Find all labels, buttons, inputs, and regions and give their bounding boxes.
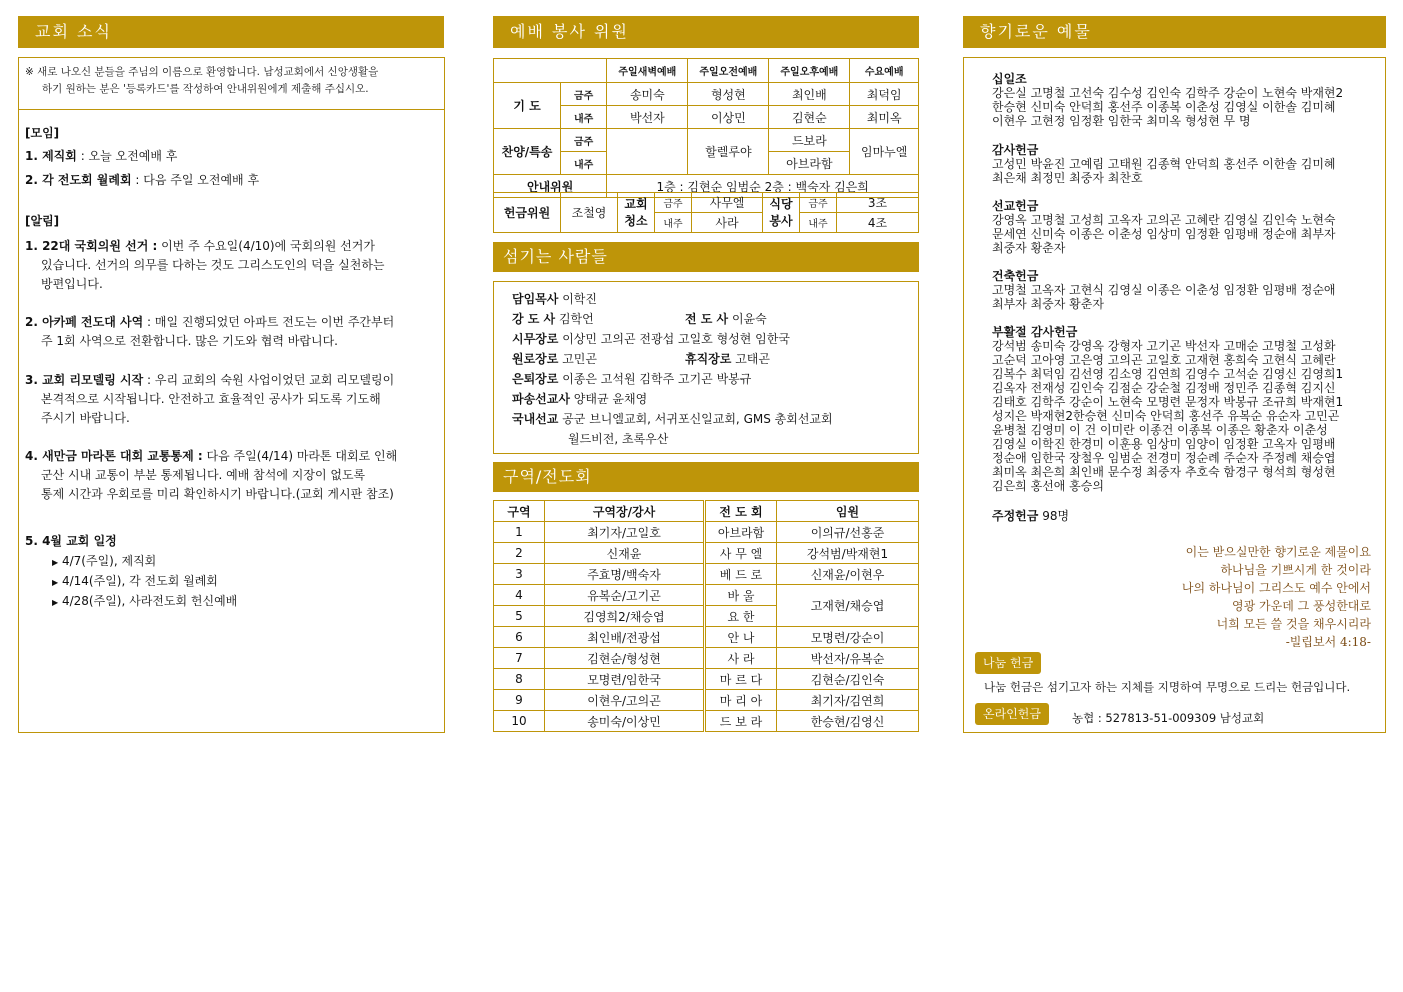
offering-table	[493, 192, 919, 233]
this-week-label: 금주	[561, 129, 607, 152]
col-dawn: 주일새벽예배	[607, 59, 688, 83]
praise-label: 찬양/특송	[494, 129, 561, 175]
meal-cell: 4조	[837, 213, 919, 233]
notice-item-1: 1. 22대 국회의원 선거 : 이번 주 수요일(4/10)에 국회의원 선거가 있습니다. 선거의 의무를 다하는 것도 그리스도인의 덕을 실천하는 방편입니다.	[25, 239, 385, 291]
scripture-verse: 이는 받으실만한 향기로운 제물이요 하나님을 기쁘시게 한 것이라 나의 하나님이 그리스도 예수 안에서 영광 가운데 그 풍성한대로 너희 모든 쓸 것을 채우시리라 -빌립보서 4:18-	[1181, 545, 1371, 649]
table-row: 7 김현순/형성현 사 라 박선자/유복순	[494, 648, 919, 669]
bullet-icon: ▶	[52, 598, 59, 607]
district-col-header: 구역장/강사	[545, 501, 705, 522]
usher-label: 안내위원	[494, 175, 607, 198]
district-col-header: 임원	[777, 501, 919, 522]
meeting-item-2: 2. 각 전도회 월례회 : 다음 주일 오전예배 후	[25, 173, 260, 187]
notice-item-4: 4. 새만금 마라톤 대회 교통통제 : 다음 주일(4/14) 마라톤 대회로 인해 군산 시내 교통이 부분 통제됩니다. 예배 참석에 지장이 없도록 통제 시간과 우회로를 미리 확인하시기 바랍니다.(교회 게시판 참조)	[25, 449, 398, 501]
meal-cell: 3조	[837, 193, 919, 213]
table-row: 5 김영희2/채승엽 요 한	[494, 606, 919, 627]
gift-group: 선교헌금 강영옥 고명철 고성희 고옥자 고의곤 고혜란 김영실 김인숙 노현숙 문세연 신미숙 이종은 이춘성 임상미 임정환 임평배 정순애 최부자 최중자 황춘자	[992, 199, 1336, 255]
district-col-header: 전 도 회	[705, 501, 777, 522]
prayer-cell: 이상민	[688, 106, 769, 129]
praise-cell: 드보라	[769, 129, 850, 152]
bullet-icon: ▶	[52, 558, 59, 567]
col-afternoon: 주일오후예배	[769, 59, 850, 83]
district-table	[493, 500, 919, 732]
sharing-offering-tag: 나눔 헌금	[975, 652, 1041, 674]
leader-row: 국내선교 공군 브니엘교회, 서귀포신일교회, GMS 총회선교회	[512, 412, 833, 426]
col-morning: 주일오전예배	[688, 59, 769, 83]
worship-servers-header: 예배 봉사 위원	[493, 16, 919, 48]
usher-value: 1층 : 김현순 임범순 2층 : 백숙자 김은희	[607, 175, 919, 198]
schedule-item: ▶ 4/14(주일), 각 전도회 월례회	[52, 574, 218, 588]
table-row: 6 최인배/전광섭 안 나 모명련/강순이	[494, 627, 919, 648]
offerings-header: 향기로운 예물	[963, 16, 1386, 48]
gift-group: 십일조 강은실 고명철 고선숙 김수성 김인숙 김학주 강순이 노현숙 박재현2 한승현 신미숙 안덕희 홍선주 이종복 이춘성 김영실 이한솔 김미혜 이현우 고현정 임정환 임한국 최미옥 형성현 무 명	[992, 72, 1344, 128]
online-offering-account: 농협 : 527813-51-009309 남성교회	[1072, 711, 1265, 725]
notice-item-3: 3. 교회 리모델링 시작 : 우리 교회의 숙원 사업이었던 교회 리모델링이 본격적으로 시작됩니다. 안전하고 효율적인 공사가 되도록 기도해 주시기 바랍니다.	[25, 373, 395, 425]
table-row: 9 이현우/고의곤 마 리 아 최기자/김연희	[494, 690, 919, 711]
table-row: 3 주효명/백숙자 베 드 로 신재윤/이현우	[494, 564, 919, 585]
prayer-cell: 박선자	[607, 106, 688, 129]
leader-row: 전 도 사 이윤숙	[685, 312, 767, 326]
prayer-label: 기 도	[494, 83, 561, 129]
cleaning-cell: 사라	[692, 213, 763, 233]
prayer-cell: 최덕임	[850, 83, 919, 106]
gift-group: 부활절 감사헌금 강석범 송미숙 강영옥 강형자 고기곤 박선자 고매순 고명철 고성화 고순덕 고아영 고은영 고의곤 고일호 고재현 홍희숙 고현식 고혜란 김복수 최덕임 김선영 김소영 김연희 김영수 고석순 김영신 김영희1 김옥자 전재성 김인숙 김점순 강순철 김정배 정민주 김종혁 김지신 김태호 김학주 강순이 노현숙 모명련 문정자 박봉규 조규희 박재현1 성지은 박재현2한승현 신미숙 안덕희 홍선주 유복순 유순자 고민곤 윤병철 김영미 이 건 이미란 이종건 이종복 이종은 황춘자 이춘성 김영실 이학진 한경미 이훈용 임상미 임양이 임정환 고옥자 임평배 정순애 임한국 장철우 임범순 전경미 정순례 주순자 주정례 채승엽 최미옥 최은희 최인배 문수정 최중자 추호숙 함경구 형석희 형성현 김은희 홍선애 홍승의	[992, 325, 1344, 493]
prayer-cell: 형성현	[688, 83, 769, 106]
meal-label: 식당 봉사	[763, 193, 800, 233]
next-week-label: 내주	[561, 152, 607, 175]
praise-cell: 할렐루야	[688, 129, 769, 175]
online-offering-tag: 온라인헌금	[975, 703, 1049, 725]
meeting-title: [모임]	[25, 126, 60, 140]
table-row: 10 송미숙/이상민 드 보 라 한승현/김영신	[494, 711, 919, 732]
leader-row: 시무장로 이상민 고의곤 전광섭 고일호 형성현 임한국	[512, 332, 790, 346]
worship-service-table	[493, 58, 919, 198]
notice-title: [알림]	[25, 214, 60, 228]
leader-row: 은퇴장로 이종은 고석원 김학주 고기곤 박봉규	[512, 372, 752, 386]
district-header: 구역/전도회	[493, 462, 919, 492]
table-row: 8 모명련/임한국 마 르 다 김현순/김인숙	[494, 669, 919, 690]
sharing-offering-text: 나눔 헌금은 섬기고자 하는 지체를 지명하여 무명으로 드리는 헌금입니다.	[984, 680, 1351, 694]
praise-cell: 아브라함	[769, 152, 850, 175]
welcome-line-2: 하기 원하는 분은 '등록카드'를 작성하여 안내위원에게 제출해 주십시오.	[42, 83, 369, 95]
table-row: 1 최기자/고일호 아브라함 이의규/선홍준	[494, 522, 919, 543]
leader-row: 원로장로 고민곤	[512, 352, 597, 366]
gift-group: 건축헌금 고명철 고옥자 고현식 김영실 이종은 이춘성 임정환 임평배 정순애 최부자 최중자 황춘자	[992, 269, 1336, 311]
prayer-cell: 최미옥	[850, 106, 919, 129]
schedule-item: ▶ 4/7(주일), 제직회	[52, 554, 157, 568]
schedule-list	[52, 552, 237, 612]
prayer-cell: 김현순	[769, 106, 850, 129]
schedule-title: 5. 4월 교회 일정	[25, 534, 117, 548]
district-col-header: 구역	[494, 501, 545, 522]
leader-row: 파송선교사 양태균 윤채영	[512, 392, 648, 406]
welcome-notice	[19, 58, 444, 110]
gift-group: 감사헌금 고성민 박윤진 고예림 고태원 김종혁 안덕희 홍선주 이한솔 김미혜 최은채 최정민 최중자 최찬호	[992, 143, 1336, 185]
prayer-cell: 송미숙	[607, 83, 688, 106]
prayer-cell: 최인배	[769, 83, 850, 106]
schedule-item: ▶ 4/28(주일), 사라전도회 헌신예배	[52, 594, 238, 608]
church-news-header: 교회 소식	[18, 16, 444, 48]
offering-value: 조철영	[561, 193, 618, 233]
leaders-header: 섬기는 사람들	[493, 242, 919, 272]
meeting-item-1: 1. 제직회 : 오늘 오전예배 후	[25, 149, 178, 163]
leader-row: 담임목사 이학진	[512, 292, 597, 306]
next-week-label: 내주	[800, 213, 837, 233]
table-row: 2 신재윤 사 무 엘 강석범/박재현1	[494, 543, 919, 564]
cleaning-cell: 사무엘	[692, 193, 763, 213]
leader-row: 강 도 사 김학언	[512, 312, 594, 326]
praise-cell: 임마누엘	[850, 129, 919, 175]
this-week-label: 금주	[561, 83, 607, 106]
leader-row: 휴직장로 고태곤	[685, 352, 770, 366]
this-week-label: 금주	[800, 193, 837, 213]
welcome-line-1: ※ 새로 나오신 분들을 주님의 이름으로 환영합니다. 남성교회에서 신앙생활을	[25, 66, 379, 78]
offering-label: 헌금위원	[494, 193, 561, 233]
notice-item-2: 2. 아카페 전도대 사역 : 매일 진행되었던 아파트 전도는 이번 주간부터 주 1회 사역으로 전환합니다. 많은 기도와 협력 바랍니다.	[25, 315, 395, 348]
this-week-label: 금주	[655, 193, 692, 213]
gift-group: 주정헌금 98명	[992, 509, 1070, 523]
col-wednesday: 수요예배	[850, 59, 919, 83]
bullet-icon: ▶	[52, 578, 59, 587]
cleaning-label: 교회 청소	[618, 193, 655, 233]
table-row: 4 유복순/고기곤 바 울 고재현/채승엽	[494, 585, 919, 606]
next-week-label: 내주	[561, 106, 607, 129]
next-week-label: 내주	[655, 213, 692, 233]
leader-row: 월드비전, 초록우산	[568, 432, 669, 446]
